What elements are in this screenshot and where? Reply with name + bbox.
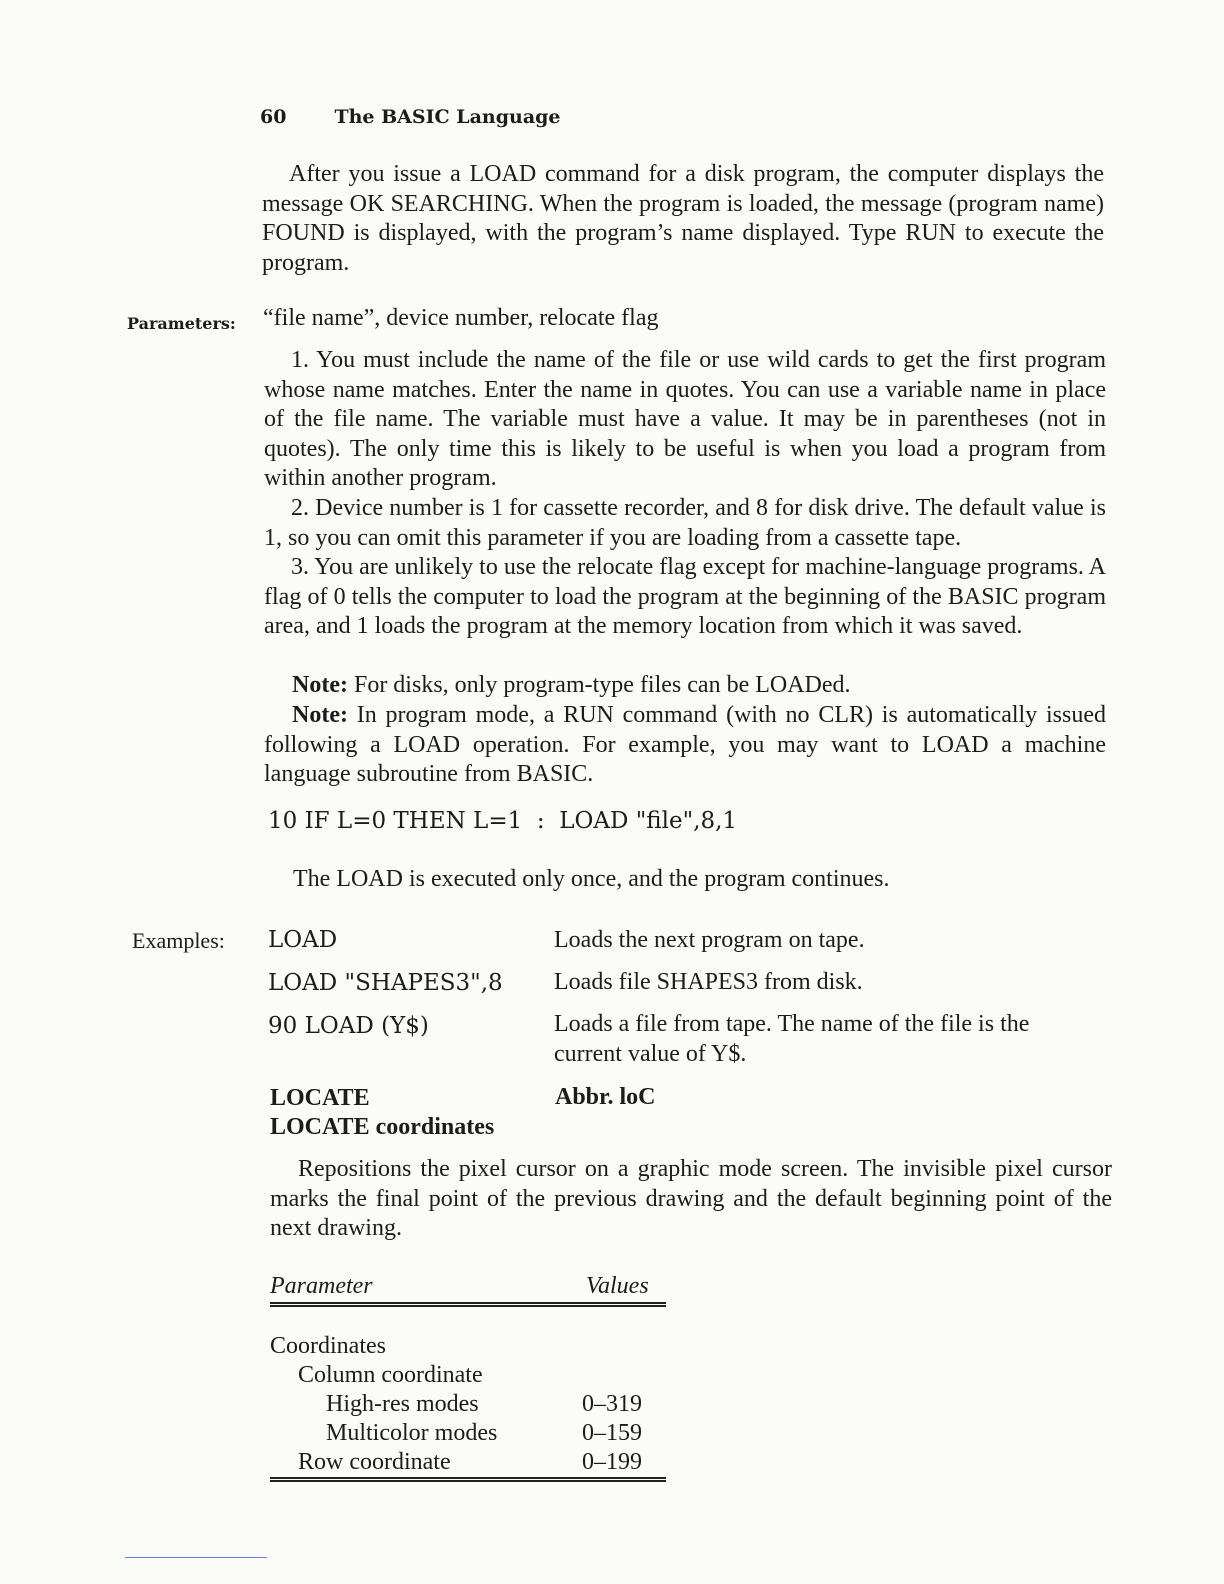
- parameters-label: Parameters:: [127, 314, 236, 333]
- row-label: Column coordinate: [298, 1362, 483, 1388]
- note-1-text: For disks, only program-type files can be LOADed.: [347, 672, 851, 698]
- note-2: [264, 701, 1106, 790]
- row-label: Multicolor modes: [326, 1420, 498, 1446]
- note-2-label: Note:: [292, 702, 348, 728]
- locate-title: LOCATE: [270, 1085, 370, 1111]
- header-parameter: Parameter: [270, 1273, 373, 1299]
- examples-label: Examples:: [132, 928, 225, 953]
- after-code-text: The LOAD is executed only once, and the program continues.: [293, 866, 890, 892]
- table-row: [270, 1448, 666, 1477]
- row-value: 0–319: [582, 1391, 642, 1417]
- note-2-text: In program mode, a RUN command (with no CLR) is automatically issued following a LOAD operation. For example, you may want to LOAD a machine language subroutine from BASIC.: [264, 702, 1106, 787]
- parameter-item-1: 1. You must include the name of the file or use wild cards to get the first program whose name matches. Enter the name in quotes. You can use a variable name in place of the file name. The variable must have a value. It may be in parentheses (not in quotes). The only time this is likely to be useful is when you load a program from within another program.: [264, 347, 1106, 491]
- parameter-table: [270, 1272, 666, 1482]
- note-1: [264, 671, 1106, 701]
- example-code-3: 90 LOAD (Y$): [268, 1013, 429, 1039]
- book-title: The BASIC Language: [334, 106, 561, 128]
- row-value: 0–199: [582, 1449, 642, 1475]
- footer-rule: [270, 1477, 666, 1482]
- locate-syntax: LOCATE coordinates: [270, 1114, 495, 1140]
- table-header-row: [270, 1272, 666, 1301]
- scan-artifact-line: [125, 1557, 267, 1558]
- code-example: 10 IF L=0 THEN L=1 : LOAD "file",8,1: [268, 808, 738, 834]
- row-label: High-res modes: [326, 1391, 479, 1417]
- parameters-text: “file name”, device number, relocate flag: [263, 305, 659, 331]
- row-label: Row coordinate: [298, 1449, 451, 1475]
- table-row: [270, 1361, 666, 1390]
- running-header: [260, 106, 561, 128]
- note-1-label: Note:: [292, 672, 348, 698]
- example-code-2: LOAD "SHAPES3",8: [268, 970, 503, 996]
- example-desc-1: Loads the next program on tape.: [554, 927, 865, 953]
- example-code-1: LOAD: [268, 927, 338, 953]
- locate-description: Repositions the pixel cursor on a graphic mode screen. The invisible pixel cursor marks the final point of the previous drawing and the default beginning point of the next drawing.: [270, 1156, 1112, 1241]
- intro-paragraph: After you issue a LOAD command for a disk program, the computer displays the message OK SEARCHING. When the program is loaded, the message (program name) FOUND is displayed, with the program’s name displayed. Type RUN to execute the program.: [262, 161, 1104, 276]
- table-row: [270, 1332, 666, 1361]
- parameter-item-3: 3. You are unlikely to use the relocate flag except for machine-language programs. A flag of 0 tells the computer to load the program at the beginning of the BASIC program area, and 1 loads the program at the memory location from which it was saved.: [264, 554, 1106, 639]
- row-value: 0–159: [582, 1420, 642, 1446]
- example-desc-3: Loads a file from tape. The name of the file is the current value of Y$.: [554, 1011, 1030, 1067]
- table-row: [270, 1390, 666, 1419]
- parameter-item-2: 2. Device number is 1 for cassette recorder, and 8 for disk drive. The default value is 1, so you can omit this parameter if you are loading from a cassette tape.: [264, 495, 1106, 551]
- page-number: 60: [260, 106, 287, 128]
- locate-abbr: Abbr. loC: [555, 1084, 656, 1110]
- header-values: Values: [586, 1273, 649, 1299]
- example-desc-2: Loads file SHAPES3 from disk.: [554, 969, 863, 995]
- row-label: Coordinates: [270, 1333, 386, 1359]
- table-row: [270, 1419, 666, 1448]
